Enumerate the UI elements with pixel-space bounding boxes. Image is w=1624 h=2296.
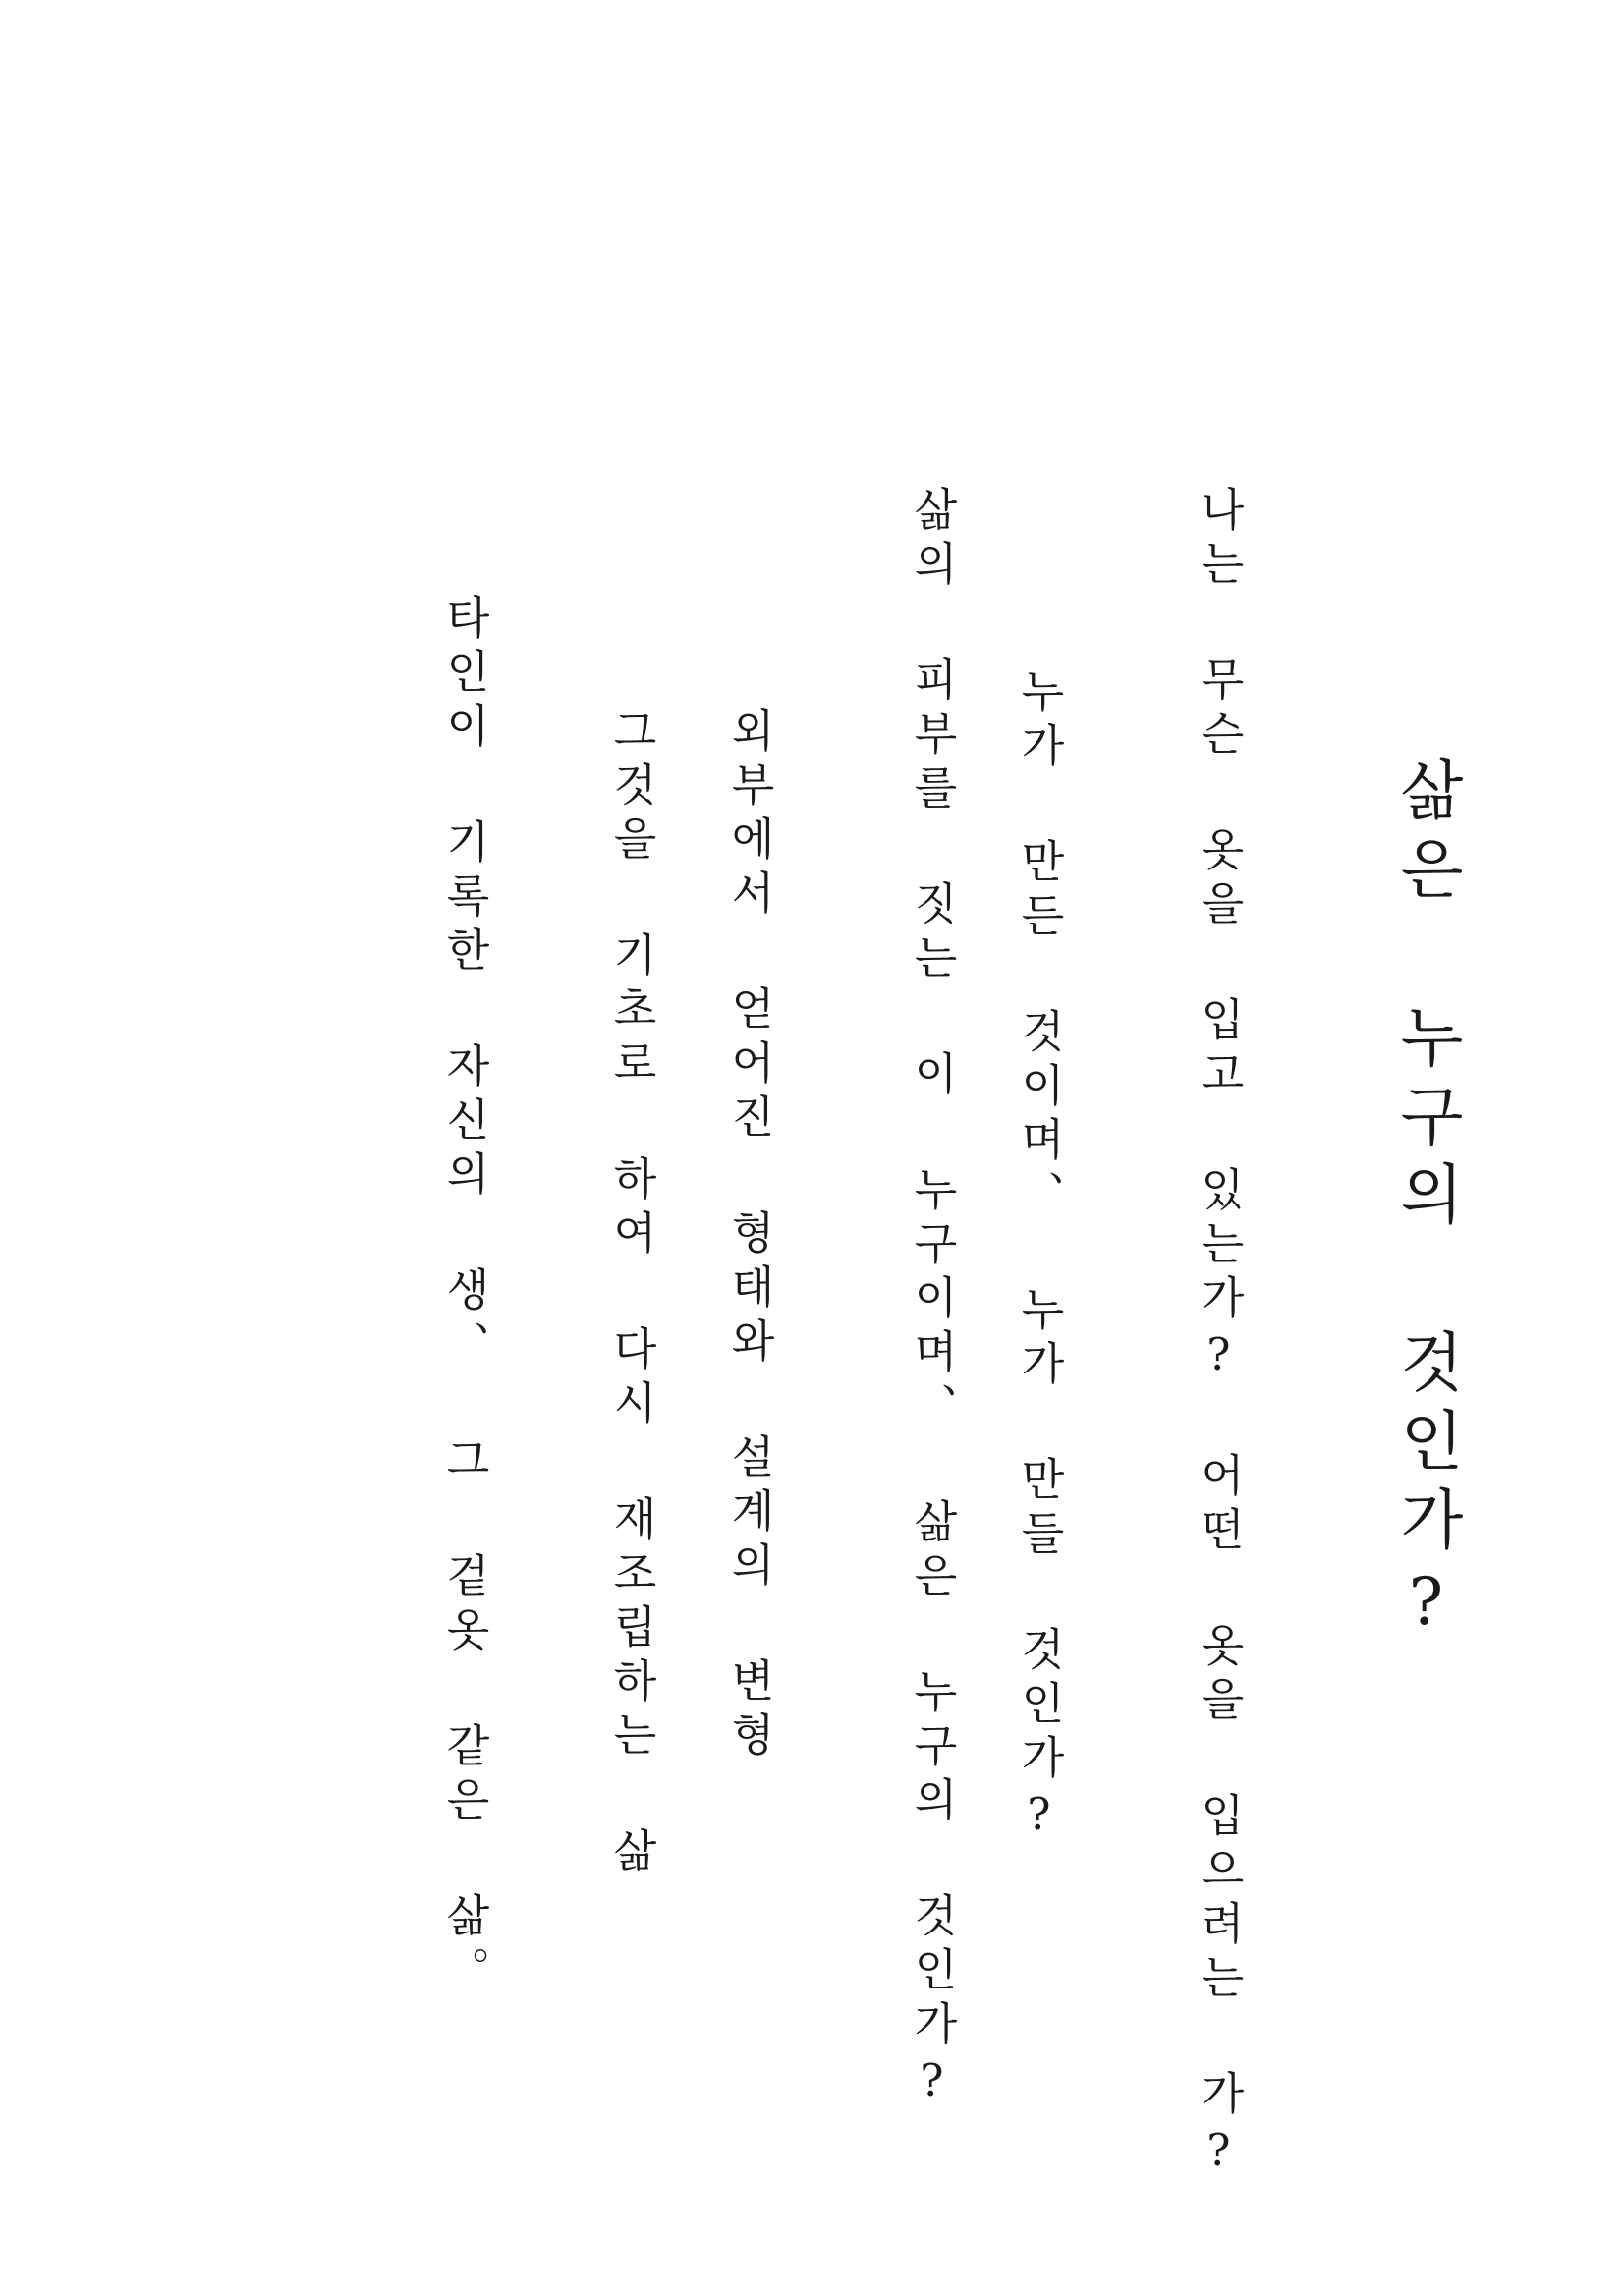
poem-line-1: 나는 무슨 옷을 입고 있는가? 어떤 옷을 입으려는 가? <box>1193 486 1245 2186</box>
poem-line-3: 삶의 피부를 짓는 이 누구이며、 삶은 누구의 것인가? <box>906 486 958 2116</box>
poem-line-4: 외부에서 얻어진 형태와 설계의 변형 <box>723 707 775 1765</box>
poem-line-6: 타인이 기록한 자신의 생、 그 겉옷 같은 삶。 <box>438 594 490 2000</box>
poem-line-5: 그것을 기초로 하여 다시 재조립하는 삶 <box>605 707 657 1881</box>
poem-title: 삶은 누구의 것인가? <box>1388 756 1464 1653</box>
poem-line-2: 누가 만든 것이며、 누가 만들 것인가? <box>1013 668 1065 1850</box>
